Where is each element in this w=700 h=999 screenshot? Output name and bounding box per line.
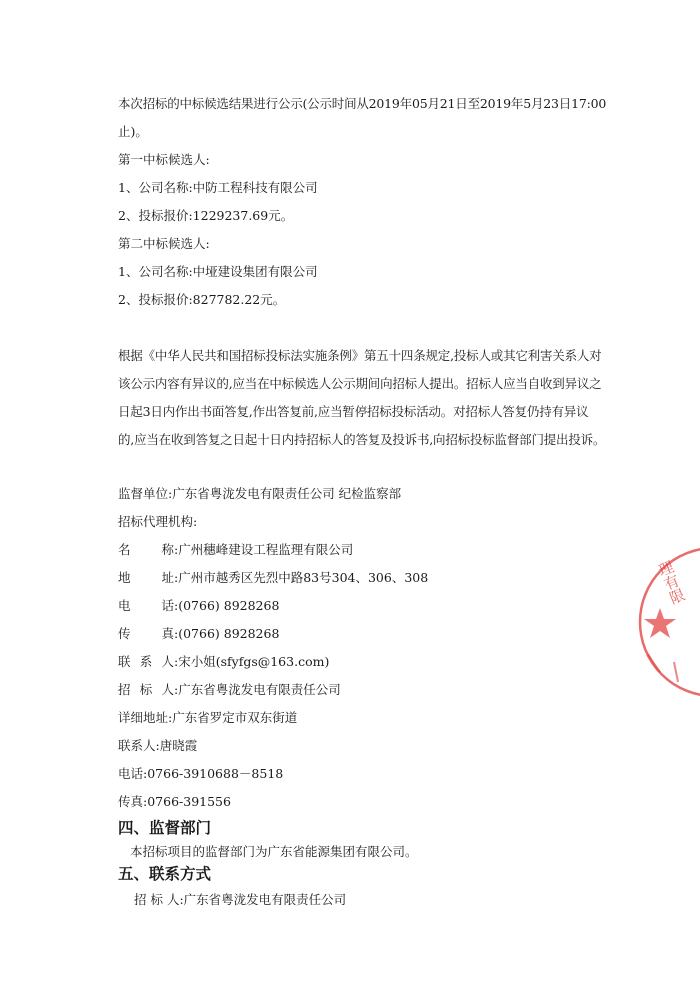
contact-person: 联系人:唐晓霞 [118, 738, 198, 753]
agency-contact-value: :宋小姐(sfyfgs@163.com) [174, 654, 330, 669]
seal-text: 理有限 [654, 558, 688, 607]
agency-address-label: 地 址 [118, 570, 174, 585]
agency-address-value: :广州市越秀区先烈中路83号304、306、308 [174, 570, 429, 585]
candidate-1-title: 第一中标候选人: [118, 152, 210, 167]
agency-fax-value: :(0766) 8928268 [174, 626, 280, 641]
company-seal-stamp [630, 542, 700, 702]
agency-contact-label: 联 系 人 [118, 654, 174, 669]
tenderer-row [118, 682, 341, 698]
candidate-1-price: 2、投标报价:1229237.69元。 [118, 208, 294, 223]
candidate-2-title: 第二中标候选人: [118, 236, 210, 251]
agency-name-row [118, 542, 353, 558]
agency-contact-row [118, 654, 329, 670]
agency-title: 招标代理机构: [118, 514, 198, 529]
candidate-2-price: 2、投标报价:827782.22元。 [118, 292, 286, 307]
section-4-heading: 四、监督部门 [118, 819, 212, 837]
tenderer-label: 招 标 人 [118, 682, 174, 697]
supervisor-unit: 监督单位:广东省粤泷发电有限责任公司 纪检监察部 [118, 486, 402, 501]
candidate-1-company: 1、公司名称:中防工程科技有限公司 [118, 180, 318, 195]
agency-fax-row [118, 626, 279, 642]
agency-phone-row [118, 598, 279, 614]
intro-line-2: 止)。 [118, 124, 148, 139]
contact-phone: 电话:0766-3910688－8518 [118, 766, 284, 781]
agency-phone-value: :(0766) 8928268 [174, 598, 280, 613]
agency-phone-label: 电 话 [118, 598, 174, 613]
candidate-2-company: 1、公司名称:中垭建设集团有限公司 [118, 264, 318, 279]
agency-fax-label: 传 真 [118, 626, 174, 641]
section-5-heading: 五、联系方式 [118, 865, 212, 883]
intro-line-1: 本次招标的中标候选结果进行公示(公示时间从2019年05月21日至2019年5月23日17:00 [118, 96, 607, 111]
contact-fax: 传真:0766-391556 [118, 794, 231, 809]
regulation-line-3: 日起3日内作出书面答复,作出答复前,应当暂停招标投标活动。对招标人答复仍持有异议 [118, 404, 589, 419]
tenderer-value: :广东省粤泷发电有限责任公司 [174, 682, 341, 697]
agency-address-row [118, 570, 428, 586]
regulation-line-4: 的,应当在收到答复之日起十日内持招标人的答复及投诉书,向招标投标监督部门提出投诉。 [118, 432, 606, 447]
section-4-body: 本招标项目的监督部门为广东省能源集团有限公司。 [130, 844, 418, 859]
section-5-body: 招 标 人:广东省粤泷发电有限责任公司 [134, 892, 347, 907]
agency-name-label: 名 称 [118, 542, 174, 557]
detailed-address: 详细地址:广东省罗定市双东街道 [118, 710, 298, 725]
regulation-line-1: 根据《中华人民共和国招标投标法实施条例》第五十四条规定,投标人或其它利害关系人对 [118, 348, 602, 363]
agency-name-value: :广州穗峰建设工程监理有限公司 [174, 542, 354, 557]
regulation-line-2: 该公示内容有异议的,应当在中标候选人公示期间向招标人提出。招标人应当自收到异议之 [118, 376, 602, 391]
